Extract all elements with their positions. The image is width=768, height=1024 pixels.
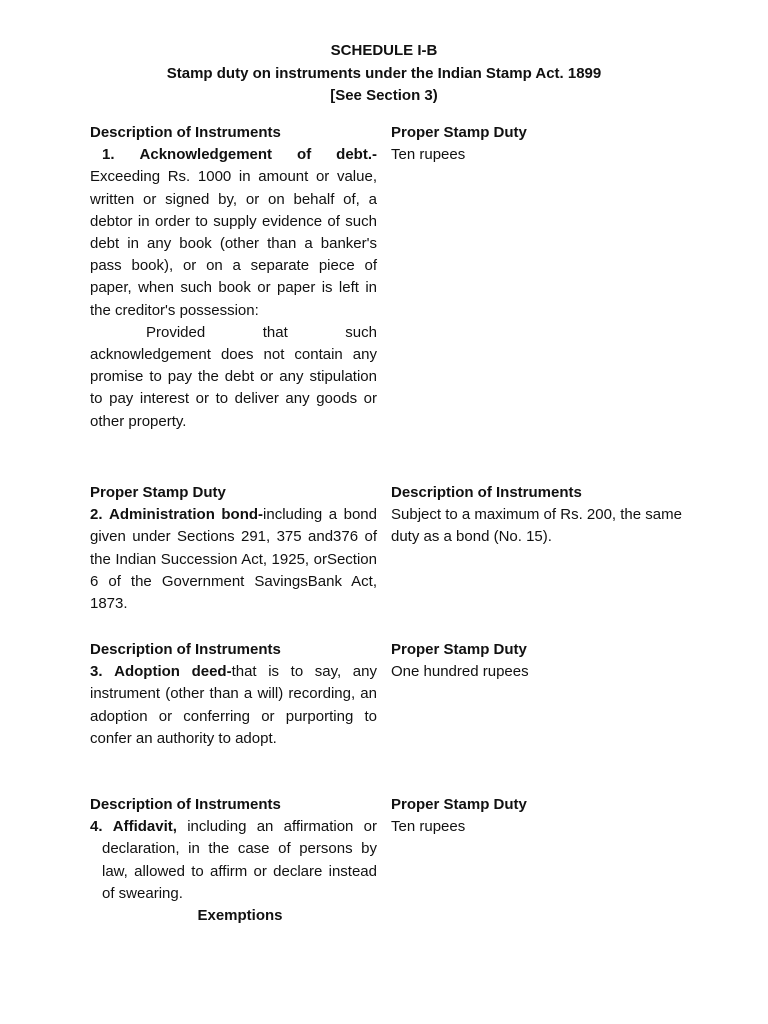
section-4-right-heading: Proper Stamp Duty [391,796,527,813]
section-2-text [90,504,377,615]
section-2-duty-column [391,482,687,549]
schedule-header [0,40,768,108]
section-2-left-heading: Proper Stamp Duty [90,484,226,501]
section-4-text [90,816,377,905]
section-2-title: Administration bond- [109,506,264,524]
section-2-description [90,482,377,615]
section-3-title: Adoption deed- [114,663,232,681]
section-2-right-heading: Description of Instruments [391,484,582,501]
section-1-description [90,122,377,433]
section-4-duty-column [391,794,687,838]
section-4-body: including an affirmation or declaration, in the case of persons by law, allowed to affirm or declare instead of swearing. [102,818,377,902]
section-3-number: 3. [90,663,103,681]
section-3-body: that is to say, any instrument (other than a will) recording, an adoption or conferring or purporting to confer an authority to adopt. [90,663,377,747]
section-3-duty: One hundred rupees [391,663,529,681]
section-1-duty: Ten rupees [391,146,466,164]
section-4-title: Affidavit, [112,818,177,836]
section-4-left-heading: Description of Instruments [90,796,281,813]
section-3-right-heading: Proper Stamp Duty [391,641,527,658]
section-3-text [90,661,377,750]
section-3-duty-column [391,639,687,683]
section-4-description [90,794,377,927]
section-1-title: Acknowledgement of debt.- [139,146,378,164]
section-1-title-line [90,144,377,166]
section-1-number: 1. [102,146,115,164]
section-1-left-heading: Description of Instruments [90,124,281,141]
section-3-left-heading: Description of Instruments [90,641,281,658]
schedule-title: SCHEDULE I-B [330,42,438,59]
section-1-duty-column [391,122,687,166]
schedule-subtitle: Stamp duty on instruments under the Indian Stamp Act. 1899 [166,64,602,82]
section-4-duty: Ten rupees [391,818,466,836]
section-4-number: 4. [90,818,103,836]
section-2-number: 2. [90,506,103,524]
section-4-exemptions-heading: Exemptions [197,907,283,925]
section-1-proviso: Provided that such acknowledgement does not contain any promise to pay the debt or any stipulation to pay interest or to deliver any goods or other property. [90,323,377,430]
section-2-duty: Subject to a maximum of Rs. 200, the same duty as a bond (No. 15). [391,506,682,546]
section-1-right-heading: Proper Stamp Duty [391,124,527,141]
section-1-body: Exceeding Rs. 1000 in amount or value, written or signed by, or on behalf of, a debtor in order to supply evidence of such debt in any book (other than a banker's pass book), or on a separate piece of paper, when such book or paper is left in the creditor's possession: [90,168,377,319]
schedule-reference: [See Section 3) [330,87,438,104]
section-2-body: including a bond given under Sections 291, 375 and376 of the Indian Succession Act, 1925, orSection 6 of the Government SavingsBank Act, 1873. [90,506,377,613]
section-3-description [90,639,377,750]
